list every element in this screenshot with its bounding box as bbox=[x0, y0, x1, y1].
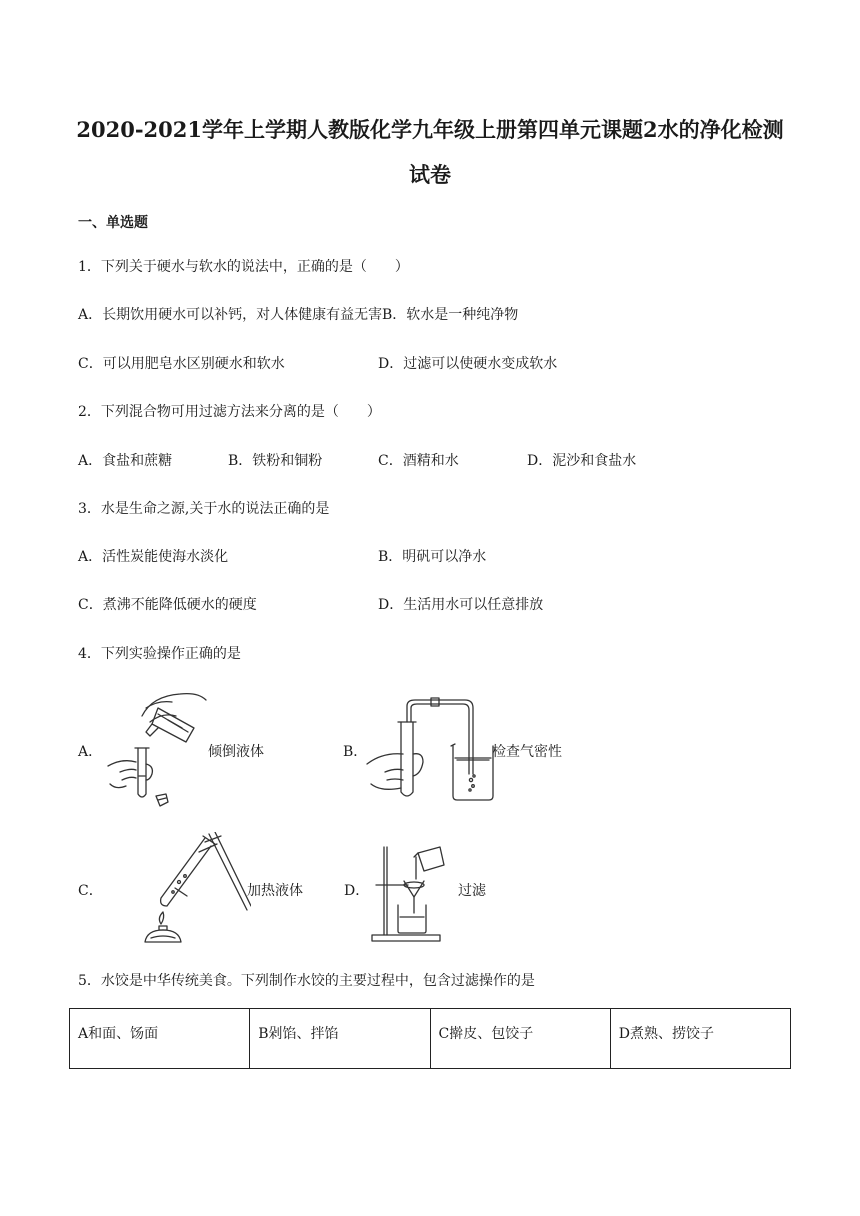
question-3-option-d[interactable]: D．生活用水可以任意排放 bbox=[378, 597, 544, 613]
question-2-option-c[interactable]: C．酒精和水 bbox=[378, 453, 459, 469]
document-title-continued: 试卷 bbox=[409, 162, 451, 187]
question-5-stem: 5．水饺是中华传统美食。下列制作水饺的主要过程中，包含过滤操作的是 bbox=[78, 973, 535, 989]
question-4-option-c-letter[interactable]: C． bbox=[78, 883, 103, 899]
question-1-option-d[interactable]: D．过滤可以使硬水变成软水 bbox=[378, 356, 558, 372]
question-4-option-a-caption: 倾倒液体 bbox=[208, 744, 264, 760]
question-3-option-c[interactable]: C．煮沸不能降低硬水的硬度 bbox=[78, 597, 257, 613]
question-5-option-a[interactable]: A和面、饧面 bbox=[70, 1009, 250, 1069]
question-1-stem: 1．下列关于硬水与软水的说法中，正确的是（ ） bbox=[78, 259, 409, 275]
question-5-option-b[interactable]: B剁馅、拌馅 bbox=[250, 1009, 430, 1069]
question-4-stem: 4．下列实验操作正确的是 bbox=[78, 646, 241, 662]
question-3-option-a[interactable]: A．活性炭能使海水淡化 bbox=[78, 549, 229, 565]
document-title: 2020-2021学年上学期人教版化学九年级上册第四单元课题2水的净化检测 bbox=[76, 117, 784, 142]
airtightness-check-illustration bbox=[365, 692, 495, 804]
question-1-option-a[interactable]: A．长期饮用硬水可以补钙，对人体健康有益无害 bbox=[78, 307, 383, 323]
question-2-stem: 2．下列混合物可用过滤方法来分离的是（ ） bbox=[78, 404, 381, 420]
question-4-option-d-caption: 过滤 bbox=[458, 883, 486, 899]
heat-liquid-illustration bbox=[135, 832, 251, 946]
section-heading: 一、单选题 bbox=[78, 215, 148, 231]
pour-liquid-illustration bbox=[102, 686, 214, 814]
question-2-option-b[interactable]: B．铁粉和铜粉 bbox=[228, 453, 323, 469]
question-1-option-b[interactable]: B．软水是一种纯净物 bbox=[382, 307, 519, 323]
question-5-options-table bbox=[69, 1008, 791, 1069]
question-2-option-d[interactable]: D．泥沙和食盐水 bbox=[527, 453, 637, 469]
question-4-option-b-letter[interactable]: B． bbox=[343, 744, 368, 760]
question-3-stem: 3．水是生命之源,关于水的说法正确的是 bbox=[78, 501, 330, 517]
question-4-option-b-caption: 检查气密性 bbox=[492, 744, 562, 760]
question-5-option-c[interactable]: C擀皮、包饺子 bbox=[430, 1009, 610, 1069]
question-3-option-b[interactable]: B．明矾可以净水 bbox=[378, 549, 487, 565]
question-1-option-c[interactable]: C．可以用肥皂水区别硬水和软水 bbox=[78, 356, 285, 372]
filtration-illustration bbox=[370, 843, 450, 943]
question-5-option-d[interactable]: D煮熟、捞饺子 bbox=[610, 1009, 790, 1069]
question-4-option-a-letter[interactable]: A． bbox=[78, 744, 103, 760]
question-2-option-a[interactable]: A．食盐和蔗糖 bbox=[78, 453, 173, 469]
question-4-option-c-caption: 加热液体 bbox=[247, 883, 303, 899]
question-4-option-d-letter[interactable]: D． bbox=[344, 883, 370, 899]
